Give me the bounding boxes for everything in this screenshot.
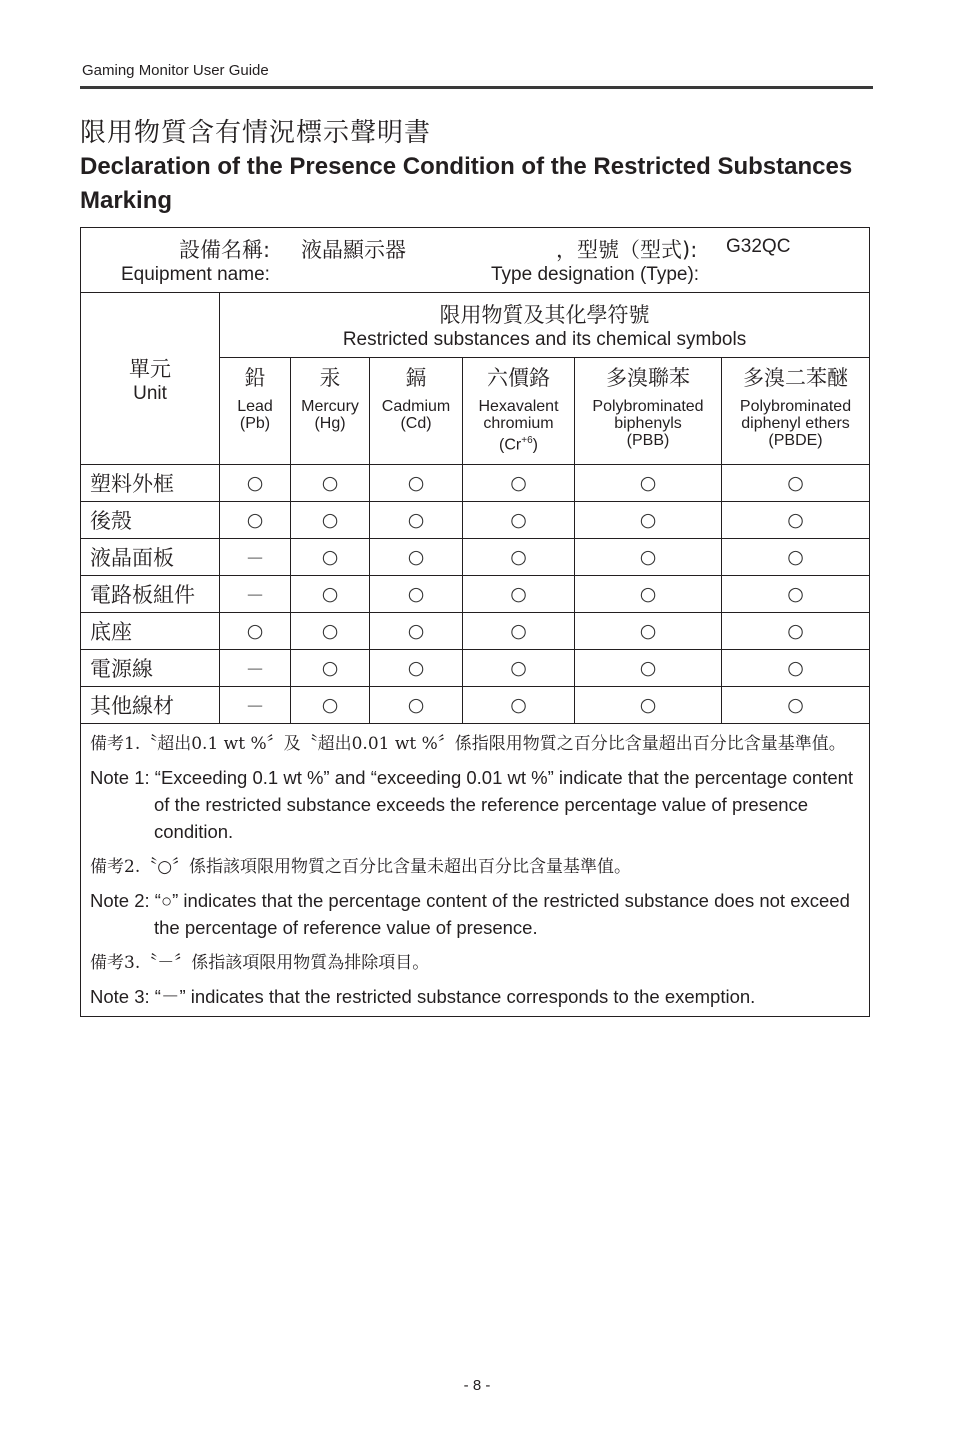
presence-mark: ○ bbox=[463, 502, 575, 539]
presence-mark: ○ bbox=[463, 613, 575, 650]
substance-en-1: Lead bbox=[237, 398, 273, 415]
table-row bbox=[81, 539, 870, 576]
substance-header bbox=[575, 358, 722, 465]
presence-mark: ○ bbox=[463, 465, 575, 502]
presence-mark: ○ bbox=[291, 539, 370, 576]
presence-mark: ○ bbox=[463, 576, 575, 613]
presence-mark: ○ bbox=[575, 576, 722, 613]
presence-mark: ○ bbox=[291, 465, 370, 502]
substance-zh: 多溴聯苯 bbox=[606, 366, 690, 390]
presence-mark: ○ bbox=[575, 539, 722, 576]
presence-mark: ○ bbox=[220, 465, 291, 502]
substance-en-3: (PBB) bbox=[626, 432, 670, 449]
substance-en-2: (Hg) bbox=[314, 415, 346, 432]
presence-mark: ○ bbox=[220, 613, 291, 650]
substances-group-header bbox=[220, 293, 870, 358]
presence-mark: ○ bbox=[370, 613, 463, 650]
substance-en-2: biphenyls bbox=[614, 415, 682, 432]
part-name: 後殼 bbox=[81, 502, 220, 539]
presence-mark: － bbox=[220, 539, 291, 576]
substance-header bbox=[220, 358, 291, 465]
presence-mark: ○ bbox=[291, 576, 370, 613]
presence-mark: ○ bbox=[575, 613, 722, 650]
presence-mark: ○ bbox=[291, 687, 370, 724]
presence-mark: ○ bbox=[575, 687, 722, 724]
equipment-name-label-en: Equipment name: bbox=[121, 264, 270, 285]
presence-mark: ○ bbox=[722, 465, 870, 502]
table-row bbox=[81, 687, 870, 724]
equipment-name-label-zh: 設備名稱: bbox=[179, 238, 271, 262]
substance-en-2: chromium bbox=[483, 415, 554, 432]
substance-en-1: Cadmium bbox=[381, 398, 451, 415]
substance-zh: 六價鉻 bbox=[487, 366, 550, 390]
note-2-zh: 備考2.〝○〞係指該項限用物質之百分比含量未超出百分比含量基準值。 bbox=[90, 857, 632, 877]
presence-mark: ○ bbox=[370, 650, 463, 687]
substance-zh: 多溴二苯醚 bbox=[743, 366, 848, 390]
table-row bbox=[81, 650, 870, 687]
substance-en-1: Polybrominated bbox=[739, 398, 852, 415]
note-1-en: Note 1: “Exceeding 0.1 wt %” and “exceeding 0.01 wt %” indicate that the percentage content of the restricted substance exceeds the reference percentage value of presence condition. bbox=[90, 767, 854, 842]
presence-mark: ○ bbox=[291, 613, 370, 650]
presence-mark: ○ bbox=[575, 502, 722, 539]
group-label-zh: 限用物質及其化學符號 bbox=[439, 303, 650, 327]
presence-mark: ○ bbox=[370, 465, 463, 502]
part-name: 電源線 bbox=[81, 650, 220, 687]
presence-mark: ○ bbox=[463, 539, 575, 576]
table-row bbox=[81, 465, 870, 502]
part-name: 底座 bbox=[81, 613, 220, 650]
presence-mark: ○ bbox=[291, 650, 370, 687]
substance-en-1: Polybrominated bbox=[592, 398, 704, 415]
substance-en-3: (PBDE) bbox=[768, 432, 823, 449]
table-row bbox=[81, 576, 870, 613]
presence-mark: ○ bbox=[575, 465, 722, 502]
type-value: G32QC bbox=[726, 236, 791, 257]
table-row bbox=[81, 613, 870, 650]
presence-mark: ○ bbox=[220, 502, 291, 539]
presence-mark: ○ bbox=[370, 687, 463, 724]
notes-cell bbox=[81, 724, 870, 1017]
presence-mark: － bbox=[220, 687, 291, 724]
substance-zh: 鎘 bbox=[405, 366, 427, 390]
presence-mark: ○ bbox=[575, 650, 722, 687]
presence-mark: ○ bbox=[722, 613, 870, 650]
substance-header bbox=[370, 358, 463, 465]
presence-mark: ○ bbox=[722, 687, 870, 724]
equipment-name-value: 液晶顯示器 bbox=[301, 238, 406, 262]
presence-mark: ○ bbox=[722, 539, 870, 576]
group-label-en: Restricted substances and its chemical symbols bbox=[342, 329, 747, 350]
type-label-en: Type designation (Type): bbox=[491, 264, 700, 285]
note-2-en: Note 2: “○” indicates that the percentage content of the restricted substance does not exceed the percentage of reference value of presence. bbox=[90, 890, 850, 938]
substance-en-2: diphenyl ethers bbox=[741, 415, 850, 432]
presence-mark: － bbox=[220, 650, 291, 687]
presence-mark: ○ bbox=[463, 687, 575, 724]
part-name: 塑料外框 bbox=[81, 465, 220, 502]
table-row bbox=[81, 502, 870, 539]
unit-header bbox=[81, 293, 220, 465]
header-rule bbox=[80, 86, 873, 89]
presence-mark: ○ bbox=[722, 650, 870, 687]
unit-label-zh: 單元 bbox=[129, 356, 171, 381]
substance-header bbox=[463, 358, 575, 465]
equipment-row bbox=[81, 228, 870, 293]
substance-zh: 鉛 bbox=[244, 366, 266, 390]
substance-header bbox=[291, 358, 370, 465]
substance-en-3: $(Cr^{+6})$ bbox=[499, 435, 538, 454]
parts-body bbox=[81, 465, 870, 724]
note-3-en: Note 3: “－” indicates that the restricted substance corresponds to the exemption. bbox=[90, 986, 756, 1007]
type-label-zh: ，型號（型式): bbox=[556, 238, 698, 262]
presence-mark: ○ bbox=[722, 502, 870, 539]
presence-mark: ○ bbox=[370, 502, 463, 539]
title-english: Declaration of the Presence Condition of the Restricted Substances Marking bbox=[80, 153, 853, 214]
page-number: - 8 - bbox=[463, 1377, 491, 1394]
title-chinese: 限用物質含有情況標示聲明書 bbox=[80, 118, 432, 148]
presence-mark: ○ bbox=[370, 576, 463, 613]
running-header: Gaming Monitor User Guide bbox=[82, 62, 269, 79]
rohs-table bbox=[80, 227, 870, 1017]
part-name: 液晶面板 bbox=[81, 539, 220, 576]
presence-mark: ○ bbox=[370, 539, 463, 576]
substance-zh: 汞 bbox=[319, 366, 341, 390]
substance-en-2: (Pb) bbox=[239, 415, 271, 432]
part-name: 其他線材 bbox=[81, 687, 220, 724]
note-3-zh: 備考3.〝－〞係指該項限用物質為排除項目。 bbox=[90, 953, 430, 973]
substance-header bbox=[722, 358, 870, 465]
presence-mark: － bbox=[220, 576, 291, 613]
substance-en-2: (Cd) bbox=[400, 415, 432, 432]
note-1-zh: 備考1.〝超出0.1 wt %〞及〝超出0.01 wt %〞係指限用物質之百分比含量超出百分比含量基準值。 bbox=[90, 734, 846, 754]
substance-en-1: Hexavalent bbox=[478, 398, 559, 415]
unit-label-en: Unit bbox=[133, 382, 167, 404]
presence-mark: ○ bbox=[291, 502, 370, 539]
presence-mark: ○ bbox=[722, 576, 870, 613]
presence-mark: ○ bbox=[463, 650, 575, 687]
substance-en-1: Mercury bbox=[301, 398, 359, 415]
part-name: 電路板組件 bbox=[81, 576, 220, 613]
